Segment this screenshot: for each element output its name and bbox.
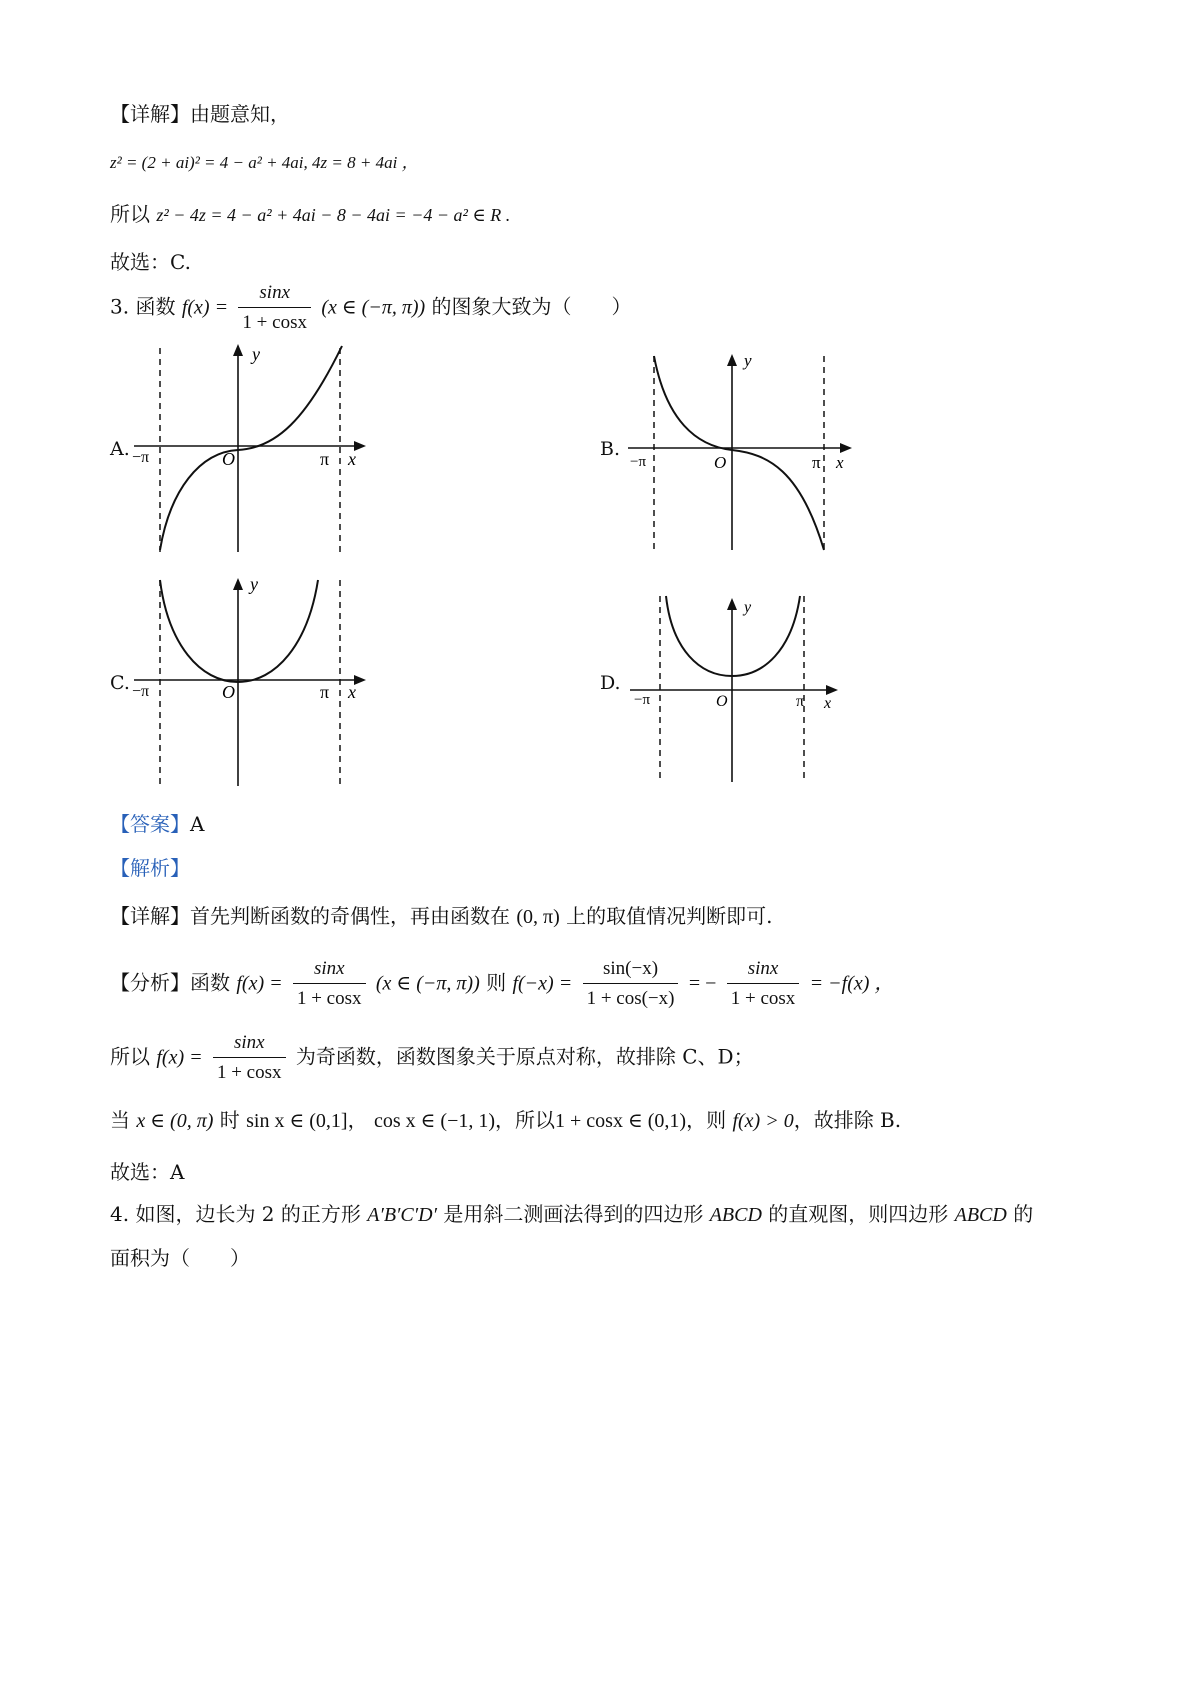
when-end: ，故排除 B. [793, 1108, 902, 1132]
frac3-num: sinx [727, 958, 800, 984]
when-then: ，则 [686, 1108, 727, 1132]
odd-frac-den: 1 + cosx [216, 1062, 282, 1083]
odd-function-line [110, 1032, 754, 1084]
when-ineq: f(x) > 0 [732, 1110, 794, 1132]
when-cos: cos x ∈ (−1, 1) [373, 1110, 496, 1132]
question-3 [110, 282, 632, 334]
svg-text:π: π [812, 453, 821, 472]
odd-prefix: 所以 [110, 1044, 150, 1069]
analysis-fneg: f(−x) = [512, 972, 573, 995]
question-number: 3. [110, 294, 130, 319]
when-mid: 时 [219, 1108, 240, 1132]
function-name: f(x) = [181, 296, 229, 319]
svg-text:y: y [744, 599, 752, 616]
x-axis-label: x [348, 449, 356, 469]
frac1-den: 1 + cosx [296, 988, 362, 1009]
detail-text: 由题意知， [190, 102, 290, 126]
detail1-line [110, 98, 290, 127]
answer-a: 故选：A [110, 1160, 185, 1184]
equation-line [110, 198, 510, 227]
when-line [110, 1104, 901, 1133]
odd-fraction [213, 1032, 286, 1084]
analysis-fraction-3 [727, 958, 800, 1010]
analysis-fraction-1 [293, 958, 366, 1010]
analysis-func: f(x) = [236, 972, 283, 995]
detail2-line [110, 900, 773, 929]
question-4-line1 [110, 1198, 1033, 1227]
odd-frac-num: sinx [213, 1032, 286, 1058]
analysis-domain: (x ∈ (−π, π)) [375, 972, 480, 995]
interval: (0, π) [516, 906, 560, 928]
graph-option-b[interactable] [624, 350, 864, 560]
svg-text:O: O [716, 693, 728, 710]
neg-pi-label: −π [132, 449, 150, 466]
q4-abcd2: ABCD [954, 1204, 1007, 1226]
analysis-tag: 【分析】 [110, 970, 190, 995]
answer-label: 【答案】 [110, 812, 190, 836]
equation-z-squared: z² = (2 + ai)² = 4 − a² + 4ai, 4z = 8 + 4ai ， [110, 153, 419, 172]
frac2-num: sin(−x) [583, 958, 679, 984]
frac3-den: 1 + cosx [730, 988, 796, 1009]
option-d-label[interactable]: D. [600, 672, 621, 694]
when-sin: sin x ∈ (0,1] [246, 1110, 348, 1132]
graph-option-c[interactable] [130, 574, 370, 794]
svg-text:−π: −π [132, 683, 150, 700]
detail-label: 【详解】 [110, 102, 190, 126]
q4-tail: 的 [1013, 1202, 1034, 1226]
detail2-text: 首先判断函数的奇偶性，再由函数在 [190, 904, 510, 928]
graph-option-d[interactable] [624, 590, 864, 790]
when-prefix: 当 [110, 1108, 130, 1132]
eq-prefix: 所以 [110, 202, 150, 226]
frac1-num: sinx [293, 958, 366, 984]
pi-label: π [320, 449, 330, 469]
svg-text:y: y [250, 574, 258, 594]
option-c-label[interactable]: C. [110, 672, 130, 694]
option-b-label[interactable]: B. [600, 438, 621, 460]
when-cond: x ∈ (0, π) [136, 1110, 214, 1132]
answer-line [110, 808, 204, 837]
when-text: ，所以 [495, 1108, 556, 1132]
svg-text:π: π [320, 682, 330, 702]
odd-text: 为奇函数，函数图象关于原点对称，故排除 C、D； [295, 1044, 754, 1069]
odd-func: f(x) = [156, 1046, 203, 1069]
analysis-fraction-2 [583, 958, 679, 1010]
q4-start: 4. 如图，边长为 2 的正方形 [110, 1202, 361, 1226]
option-a-label[interactable]: A. [110, 438, 130, 460]
analysis-then: 则 [486, 970, 507, 995]
svg-text:π: π [796, 693, 805, 710]
analysis-prefix: 函数 [190, 970, 230, 995]
analysis-label: 【解析】 [110, 856, 190, 880]
svg-text:x: x [836, 453, 844, 472]
when-expr: 1 + cosx ∈ (0,1) [555, 1110, 687, 1132]
q4-mid: 是用斜二测画法得到的四边形 [443, 1202, 704, 1226]
question-suffix: 的图象大致为（ ） [431, 294, 632, 319]
svg-text:−π: −π [630, 454, 647, 470]
function-fraction [238, 282, 311, 334]
analysis-eq-neg: = − [688, 972, 717, 995]
equation-z-diff: z² − 4z = 4 − a² + 4ai − 8 − 4ai = −4 − a² ∈ R . [156, 205, 511, 225]
q4-square: A′B′C′D′ [367, 1204, 437, 1226]
origin-label: O [222, 449, 235, 469]
svg-text:x: x [348, 682, 356, 702]
q4-abcd: ABCD [709, 1204, 762, 1226]
fraction-denominator: 1 + cosx [242, 312, 307, 333]
y-axis-label: y [252, 344, 260, 364]
question-prefix: 函数 [135, 294, 176, 319]
svg-text:x: x [824, 695, 832, 712]
svg-text:y: y [744, 351, 752, 370]
detail2-text2: 上的取值情况判断即可. [566, 904, 773, 928]
answer-c: 故选：C. [110, 250, 191, 274]
answer-value: A [190, 812, 205, 836]
analysis-line [110, 958, 894, 1010]
svg-text:O: O [222, 682, 235, 702]
frac2-den: 1 + cos(−x) [586, 988, 675, 1009]
svg-text:O: O [714, 453, 727, 472]
graph-option-a[interactable] [130, 340, 370, 560]
fraction-numerator: sinx [238, 282, 311, 308]
q4-end: 的直观图，则四边形 [768, 1202, 949, 1226]
analysis-result: = −f(x) ， [809, 972, 895, 995]
detail2-label: 【详解】 [110, 904, 190, 928]
question-4-line2: 面积为（ ） [110, 1246, 250, 1270]
function-domain: (x ∈ (−π, π)) [321, 296, 426, 319]
when-sep: ， [347, 1108, 368, 1132]
svg-text:−π: −π [634, 692, 651, 708]
